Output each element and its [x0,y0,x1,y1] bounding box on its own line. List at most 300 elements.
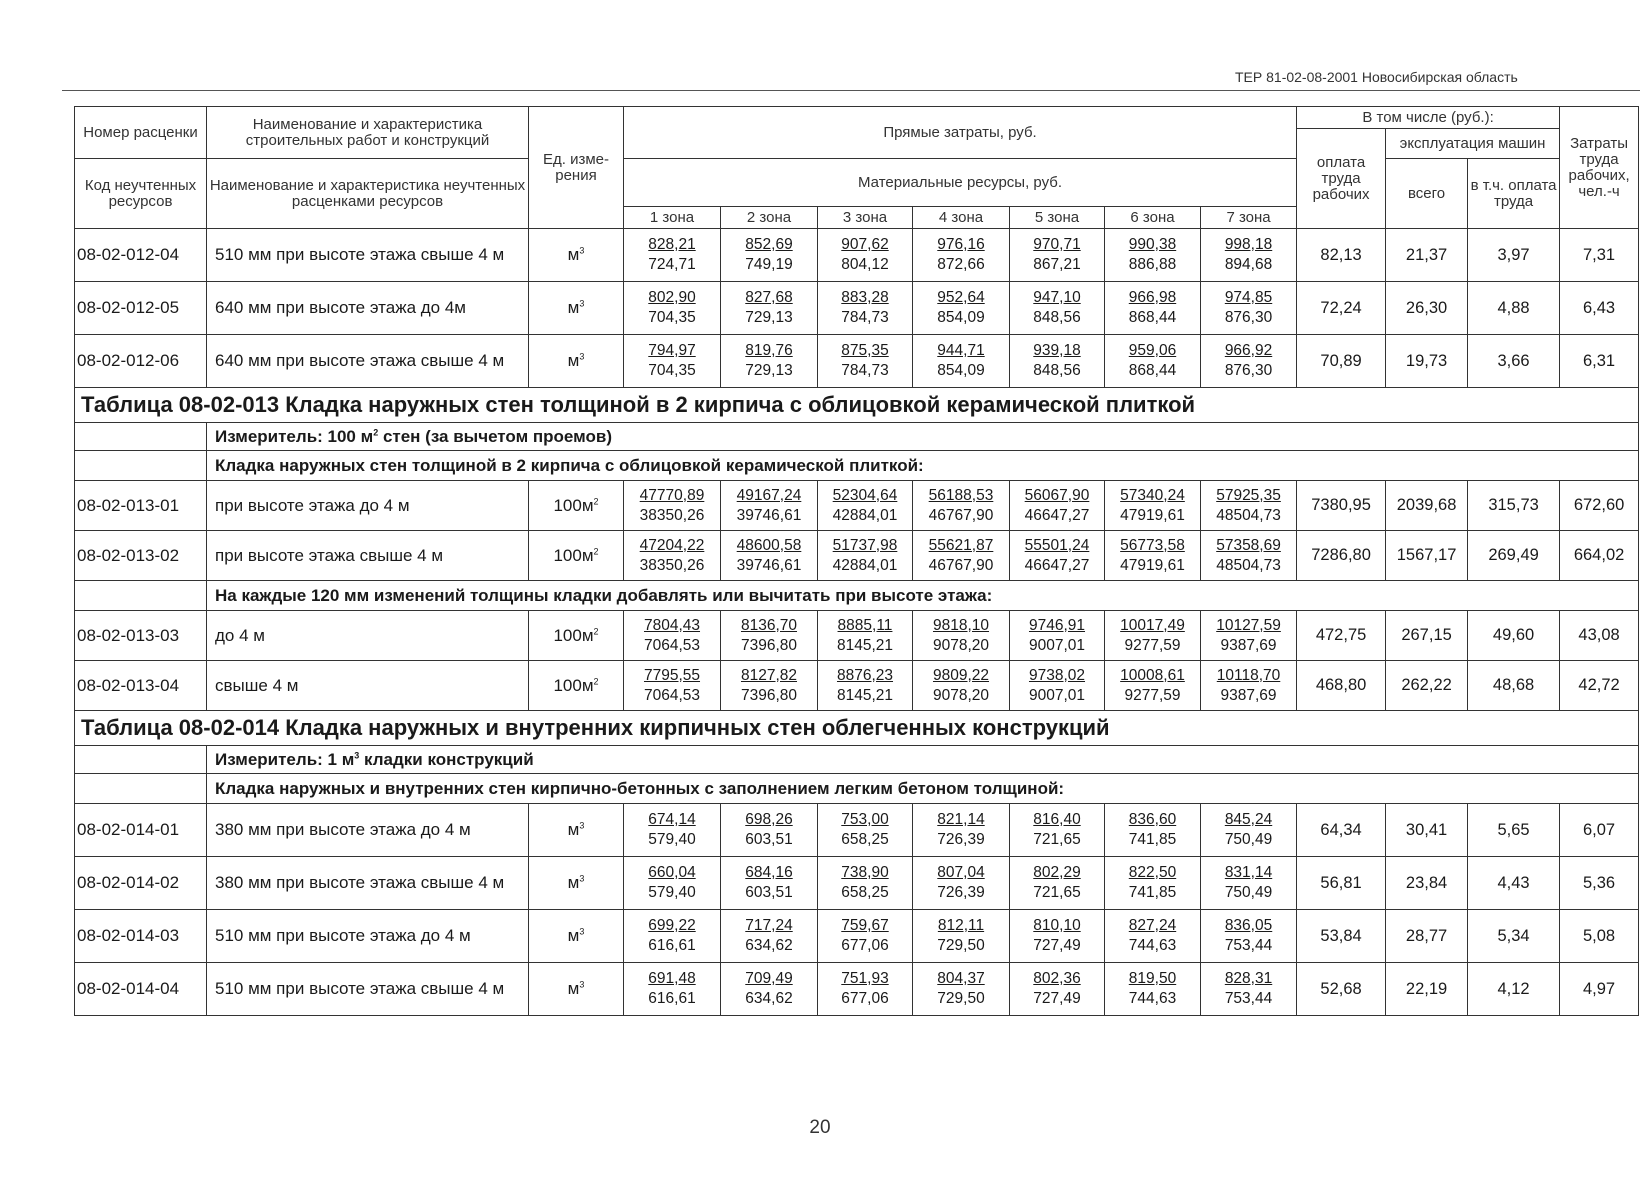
rate-code: 08-02-013-02 [75,531,207,581]
zone-cost-cell [1010,804,1105,857]
zone-cost-cell [624,481,721,531]
unit-text: 100м [553,625,594,645]
material-cost-value: 872,66 [937,256,985,273]
wage-value: 472,75 [1297,611,1386,661]
machines-wage-value: 4,88 [1468,282,1560,335]
material-cost-value: 677,06 [841,937,889,954]
material-cost-value: 784,73 [841,362,889,379]
material-cost-value: 47919,61 [1120,506,1185,524]
machines-wage-value: 49,60 [1468,611,1560,661]
rate-code: 08-02-012-05 [75,282,207,335]
zone-cost-cell [913,282,1010,335]
table-row [75,611,1639,661]
direct-cost-value: 836,05 [1224,917,1273,934]
direct-cost-value: 804,37 [937,970,985,987]
material-cost-value: 726,39 [937,831,985,848]
direct-cost-value: 966,92 [1224,342,1273,359]
direct-cost-value: 819,50 [1128,970,1177,987]
zone-cost-cell [1105,282,1201,335]
direct-cost-value: 998,18 [1224,236,1273,253]
col-header-name: Наименование и характеристика строительных работ и конструкций [207,107,529,159]
zone-cost-cell [624,963,721,1016]
zone-cost-cell [913,481,1010,531]
machines-total-value: 19,73 [1386,335,1468,388]
material-cost-value: 658,25 [841,831,889,848]
machines-wage-value: 3,66 [1468,335,1560,388]
machines-total-value: 30,41 [1386,804,1468,857]
page-number: 20 [809,1117,831,1138]
direct-cost-value: 970,71 [1033,236,1081,253]
zone-cost-cell [1105,963,1201,1016]
zone-cost-cell [1010,282,1105,335]
machines-total-value: 267,15 [1386,611,1468,661]
zone-cost-cell [1201,611,1297,661]
material-cost-value: 39746,61 [736,506,802,524]
col-header-including: В том числе (руб.): [1297,107,1560,129]
labor-value: 4,97 [1560,963,1639,1016]
zone-cost-cell [1201,531,1297,581]
direct-cost-value: 55621,87 [928,536,994,554]
note-row [75,746,1639,774]
material-cost-value: 658,25 [841,884,889,901]
direct-cost-value: 836,60 [1128,811,1177,828]
direct-cost-value: 827,68 [745,289,793,306]
rate-code: 08-02-013-04 [75,661,207,711]
zone-cost-cell [721,229,818,282]
labor-value: 664,02 [1560,531,1639,581]
material-cost-value: 854,09 [937,309,985,326]
direct-cost-value: 52304,64 [832,486,898,504]
empty-cell [75,423,207,451]
machines-wage-value: 5,34 [1468,910,1560,963]
material-cost-value: 48504,73 [1216,506,1281,524]
material-cost-value: 46647,27 [1024,506,1090,524]
zone-cost-cell [624,229,721,282]
machines-total-value: 26,30 [1386,282,1468,335]
unit-exponent: 3 [579,298,585,309]
direct-cost-value: 7795,55 [643,666,701,684]
direct-cost-value: 907,62 [841,236,889,253]
direct-cost-value: 812,11 [937,917,985,934]
machines-wage-value: 3,97 [1468,229,1560,282]
table-title: Таблица 08-02-014 Кладка наружных и внутренних кирпичных стен облегченных конструкций [75,711,1639,746]
material-cost-value: 634,62 [745,990,793,1007]
document-reference: ТЕР 81-02-08-2001 Новосибирская область [1235,69,1518,85]
zone-cost-cell [1201,282,1297,335]
material-cost-value: 726,39 [937,884,985,901]
unit-cell [529,531,624,581]
material-cost-value: 894,68 [1224,256,1273,273]
note-row [75,581,1639,611]
zone-cost-cell [721,611,818,661]
zone-cost-cell [624,335,721,388]
direct-cost-value: 944,71 [937,342,985,359]
zone-cost-cell [1105,661,1201,711]
unit-exponent: 3 [579,873,585,884]
labor-value: 6,07 [1560,804,1639,857]
rate-name: 380 мм при высоте этажа до 4 м [207,804,529,857]
machines-wage-value: 5,65 [1468,804,1560,857]
material-cost-value: 9078,20 [932,686,990,704]
material-cost-value: 750,49 [1224,831,1273,848]
direct-cost-value: 660,04 [648,864,696,881]
zone-cost-cell [913,531,1010,581]
wage-value: 7380,95 [1297,481,1386,531]
material-cost-value: 750,49 [1224,884,1273,901]
direct-cost-value: 939,18 [1033,342,1081,359]
zone-cost-cell [913,963,1010,1016]
material-cost-value: 46767,90 [928,556,994,574]
unit-text: м [567,245,580,264]
material-cost-value: 579,40 [648,884,696,901]
direct-cost-value: 875,35 [841,342,889,359]
direct-cost-value: 802,36 [1033,970,1081,987]
table-row [75,531,1639,581]
material-cost-value: 741,85 [1128,884,1177,901]
material-cost-value: 9078,20 [932,636,990,654]
table-row [75,229,1639,282]
table-row [75,282,1639,335]
col-header-resource-name: Наименование и характеристика неучтенных расценками ресурсов [207,159,529,229]
material-cost-value: 886,88 [1128,256,1177,273]
direct-cost-value: 966,98 [1128,289,1177,306]
direct-cost-value: 794,97 [648,342,696,359]
measure-note [207,423,1639,451]
zone-cost-cell [624,804,721,857]
material-cost-value: 868,44 [1128,362,1177,379]
rate-code: 08-02-012-04 [75,229,207,282]
zone-cost-cell [1105,857,1201,910]
unit-exponent: 3 [579,979,585,990]
zone-cost-cell [818,804,913,857]
material-cost-value: 704,35 [648,309,696,326]
direct-cost-value: 8127,82 [740,666,798,684]
material-cost-value: 634,62 [745,937,793,954]
direct-cost-value: 751,93 [841,970,889,987]
unit-exponent: 3 [579,820,585,831]
measure-exponent: 3 [354,749,360,760]
direct-cost-value: 57925,35 [1216,486,1281,504]
material-cost-value: 729,50 [937,937,985,954]
labor-value: 5,08 [1560,910,1639,963]
unit-cell [529,804,624,857]
section-note: Кладка наружных и внутренних стен кирпично-бетонных с заполнением легким бетоном толщиной: [207,774,1639,804]
direct-cost-value: 9818,10 [932,616,990,634]
zone-cost-cell [721,857,818,910]
empty-cell [75,451,207,481]
direct-cost-value: 691,48 [648,970,696,987]
wage-value: 52,68 [1297,963,1386,1016]
labor-value: 5,36 [1560,857,1639,910]
col-header-resource-code: Код неучтенных ресурсов [75,159,207,229]
zone-cost-cell [1201,481,1297,531]
material-cost-value: 7064,53 [643,636,701,654]
material-cost-value: 9277,59 [1124,636,1181,654]
zone-cost-cell [818,857,913,910]
unit-text: м [567,351,580,370]
zone-cost-cell [1010,857,1105,910]
material-cost-value: 784,73 [841,309,889,326]
wage-value: 82,13 [1297,229,1386,282]
labor-value: 6,43 [1560,282,1639,335]
table-row [75,481,1639,531]
direct-cost-value: 48600,58 [736,536,802,554]
rate-name: 510 мм при высоте этажа до 4 м [207,910,529,963]
zone-cost-cell [1105,229,1201,282]
material-cost-value: 721,65 [1033,884,1081,901]
labor-value: 43,08 [1560,611,1639,661]
direct-cost-value: 8885,11 [837,616,893,634]
section-note: Кладка наружных стен толщиной в 2 кирпича с облицовкой керамической плиткой: [207,451,1639,481]
zone-cost-cell [913,335,1010,388]
material-cost-value: 603,51 [745,831,793,848]
material-cost-value: 704,35 [648,362,696,379]
wage-value: 64,34 [1297,804,1386,857]
labor-value: 6,31 [1560,335,1639,388]
machines-total-value: 2039,68 [1386,481,1468,531]
zone-cost-cell [818,910,913,963]
zone-header: 5 зона [1010,207,1105,229]
direct-cost-value: 674,14 [648,811,696,828]
unit-cell [529,282,624,335]
unit-cell [529,335,624,388]
unit-exponent: 2 [593,625,599,636]
machines-total-value: 262,22 [1386,661,1468,711]
material-cost-value: 9007,01 [1028,686,1086,704]
direct-cost-value: 9746,91 [1028,616,1086,634]
material-cost-value: 46767,90 [928,506,994,524]
rate-code: 08-02-014-03 [75,910,207,963]
material-cost-value: 38350,26 [639,506,705,524]
col-header-machines-wage: в т.ч. оплата труда [1468,159,1560,229]
col-header-number: Номер расценки [75,107,207,159]
zone-cost-cell [818,335,913,388]
unit-text: м [567,298,580,317]
rate-name: 380 мм при высоте этажа свыше 4 м [207,857,529,910]
material-cost-value: 616,61 [648,937,696,954]
direct-cost-value: 7804,43 [643,616,701,634]
header-rule [62,90,1640,91]
zone-cost-cell [721,335,818,388]
direct-cost-value: 990,38 [1128,236,1177,253]
material-cost-value: 804,12 [841,256,889,273]
material-cost-value: 724,71 [648,256,696,273]
rate-code: 08-02-014-01 [75,804,207,857]
material-cost-value: 39746,61 [736,556,802,574]
zone-cost-cell [721,661,818,711]
direct-cost-value: 717,24 [745,917,793,934]
measure-text: стен (за вычетом проемов) [378,426,612,446]
rate-name: 640 мм при высоте этажа до 4м [207,282,529,335]
unit-cell [529,611,624,661]
material-cost-value: 8145,21 [836,686,894,704]
material-cost-value: 744,63 [1128,937,1177,954]
wage-value: 53,84 [1297,910,1386,963]
direct-cost-value: 828,21 [648,236,696,253]
unit-cell [529,857,624,910]
rate-name: свыше 4 м [207,661,529,711]
direct-cost-value: 10127,59 [1216,616,1281,634]
rate-code: 08-02-014-02 [75,857,207,910]
measure-text: кладки конструкций [359,749,534,769]
measure-exponent: 2 [373,426,379,437]
col-header-machines-total: всего [1386,159,1468,229]
direct-cost-value: 47204,22 [639,536,705,554]
rate-name: 510 мм при высоте этажа свыше 4 м [207,963,529,1016]
col-header-wage: оплата труда рабочих [1297,129,1386,229]
empty-cell [75,774,207,804]
zone-header: 6 зона [1105,207,1201,229]
direct-cost-value: 883,28 [841,289,889,306]
material-cost-value: 603,51 [745,884,793,901]
direct-cost-value: 8876,23 [836,666,894,684]
section-note: На каждые 120 мм изменений толщины кладки добавлять или вычитать при высоте этажа: [207,581,1639,611]
machines-wage-value: 269,49 [1468,531,1560,581]
machines-wage-value: 315,73 [1468,481,1560,531]
direct-cost-value: 9738,02 [1028,666,1086,684]
col-header-unit: Ед. изме-рения [529,107,624,229]
zone-cost-cell [721,531,818,581]
material-cost-value: 876,30 [1224,362,1273,379]
rate-code: 08-02-013-03 [75,611,207,661]
measure-note [207,746,1639,774]
unit-cell [529,481,624,531]
material-cost-value: 9387,69 [1220,636,1277,654]
direct-cost-value: 819,76 [745,342,793,359]
rate-name: при высоте этажа свыше 4 м [207,531,529,581]
material-cost-value: 744,63 [1128,990,1177,1007]
direct-cost-value: 51737,98 [832,536,898,554]
zone-cost-cell [624,661,721,711]
direct-cost-value: 684,16 [745,864,793,881]
table-row [75,963,1639,1016]
wage-value: 56,81 [1297,857,1386,910]
zone-cost-cell [818,963,913,1016]
direct-cost-value: 753,00 [841,811,889,828]
empty-cell [75,581,207,611]
material-cost-value: 727,49 [1033,937,1081,954]
material-cost-value: 749,19 [745,256,793,273]
direct-cost-value: 952,64 [937,289,985,306]
material-cost-value: 9007,01 [1028,636,1086,654]
material-cost-value: 7064,53 [643,686,701,704]
rate-name: при высоте этажа до 4 м [207,481,529,531]
zone-cost-cell [624,611,721,661]
measure-text: Измеритель: 1 м [215,749,355,769]
measure-text: Измеритель: 100 м [215,426,374,446]
col-header-materials: Материальные ресурсы, руб. [624,159,1297,207]
note-row [75,451,1639,481]
unit-text: м [567,873,580,892]
material-cost-value: 677,06 [841,990,889,1007]
direct-cost-value: 738,90 [841,864,889,881]
direct-cost-value: 56773,58 [1120,536,1185,554]
direct-cost-value: 759,67 [841,917,889,934]
machines-wage-value: 4,12 [1468,963,1560,1016]
unit-cell [529,963,624,1016]
machines-total-value: 28,77 [1386,910,1468,963]
material-cost-value: 42884,01 [832,506,898,524]
zone-cost-cell [1010,531,1105,581]
zone-cost-cell [913,229,1010,282]
zone-cost-cell [1010,229,1105,282]
unit-cell [529,661,624,711]
col-header-labor: Затраты труда рабочих, чел.-ч [1560,107,1639,229]
wage-value: 72,24 [1297,282,1386,335]
rate-name: 510 мм при высоте этажа свыше 4 м [207,229,529,282]
zone-cost-cell [721,282,818,335]
table-title: Таблица 08-02-013 Кладка наружных стен толщиной в 2 кирпича с облицовкой керамической плиткой [75,388,1639,423]
zone-cost-cell [1201,963,1297,1016]
material-cost-value: 741,85 [1128,831,1177,848]
material-cost-value: 7396,80 [740,686,798,704]
material-cost-value: 7396,80 [740,636,798,654]
material-cost-value: 579,40 [648,831,696,848]
rate-name: до 4 м [207,611,529,661]
rate-code: 08-02-012-06 [75,335,207,388]
zone-cost-cell [1010,481,1105,531]
direct-cost-value: 8136,70 [740,616,798,634]
material-cost-value: 848,56 [1033,362,1081,379]
zone-header: 2 зона [721,207,818,229]
zone-cost-cell [1201,661,1297,711]
zone-cost-cell [1201,804,1297,857]
unit-exponent: 2 [593,545,599,556]
zone-cost-cell [1105,481,1201,531]
unit-exponent: 2 [593,675,599,686]
direct-cost-value: 822,50 [1128,864,1177,881]
material-cost-value: 9277,59 [1124,686,1181,704]
direct-cost-value: 699,22 [648,917,696,934]
labor-value: 672,60 [1560,481,1639,531]
zone-cost-cell [1010,661,1105,711]
zone-cost-cell [1201,335,1297,388]
unit-cell [529,910,624,963]
machines-wage-value: 4,43 [1468,857,1560,910]
direct-cost-value: 821,14 [937,811,985,828]
material-cost-value: 46647,27 [1024,556,1090,574]
table-row [75,804,1639,857]
zone-cost-cell [1105,910,1201,963]
machines-wage-value: 48,68 [1468,661,1560,711]
material-cost-value: 729,13 [745,362,793,379]
zone-cost-cell [721,804,818,857]
direct-cost-value: 976,16 [937,236,985,253]
zone-cost-cell [818,611,913,661]
direct-cost-value: 10118,70 [1216,666,1281,684]
unit-exponent: 3 [579,351,585,362]
note-row [75,423,1639,451]
material-cost-value: 867,21 [1033,256,1081,273]
material-cost-value: 616,61 [648,990,696,1007]
material-cost-value: 854,09 [937,362,985,379]
machines-total-value: 21,37 [1386,229,1468,282]
direct-cost-value: 828,31 [1224,970,1273,987]
direct-cost-value: 845,24 [1224,811,1273,828]
material-cost-value: 876,30 [1224,309,1273,326]
zone-header: 3 зона [818,207,913,229]
zone-cost-cell [913,910,1010,963]
zone-cost-cell [818,481,913,531]
zone-cost-cell [818,229,913,282]
material-cost-value: 721,65 [1033,831,1081,848]
wage-value: 7286,80 [1297,531,1386,581]
unit-exponent: 3 [579,926,585,937]
zone-cost-cell [818,282,913,335]
zone-cost-cell [913,611,1010,661]
table-row [75,910,1639,963]
direct-cost-value: 56067,90 [1024,486,1090,504]
